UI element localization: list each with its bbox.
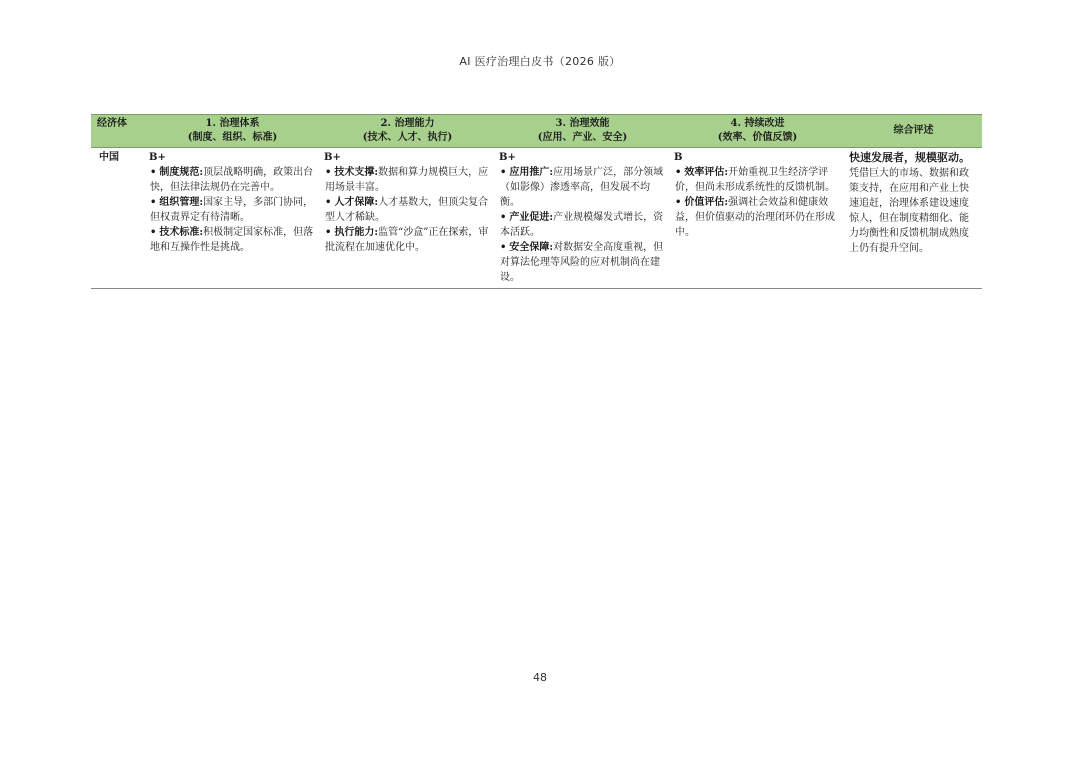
grade-badge: B+ xyxy=(149,152,166,163)
item-text: 强调社会效益和健康效益，但价值驱动的治理闭环仍在形成中。 xyxy=(675,197,835,238)
list-item xyxy=(674,195,841,240)
item-key: 应用推广: xyxy=(509,167,554,178)
bullet-icon: • xyxy=(150,167,157,178)
table-header-row xyxy=(91,115,982,148)
grade-badge: B xyxy=(674,152,683,163)
list-item xyxy=(324,195,491,225)
item-text: 数据和算力规模巨大，应用场景丰富。 xyxy=(325,167,489,193)
table-row xyxy=(91,148,982,289)
bullet-icon: • xyxy=(500,242,507,253)
list-item xyxy=(324,225,491,255)
item-key: 组织管理: xyxy=(159,197,204,208)
list-item xyxy=(674,165,841,195)
column-header-subtitle: (应用、产业、安全) xyxy=(537,132,628,143)
bullet-icon: • xyxy=(325,227,332,238)
economy-cell: 中国 xyxy=(91,148,145,289)
list-item xyxy=(499,210,666,240)
grade-badge: B+ xyxy=(324,152,341,163)
governance-system-cell xyxy=(145,148,320,289)
column-header-subtitle: (效率、价值反馈) xyxy=(717,132,798,143)
item-text: 积极制定国家标准，但落地和互操作性是挑战。 xyxy=(150,227,314,253)
item-key: 人才保障: xyxy=(334,197,379,208)
column-header-overall-review xyxy=(845,115,982,148)
item-text: 顶层战略明确，政策出台快，但法律法规仍在完善中。 xyxy=(150,167,314,193)
item-text: 开始重视卫生经济学评价，但尚未形成系统性的反馈机制。 xyxy=(675,167,835,193)
list-item xyxy=(149,195,316,225)
page-number: 48 xyxy=(533,671,547,684)
item-key: 技术支撑: xyxy=(334,167,379,178)
summary-lead: 快速发展者，规模驱动。 xyxy=(849,151,970,164)
governance-effectiveness-cell xyxy=(495,148,670,289)
summary-text: 凭借巨大的市场、数据和政策支持，在应用和产业上快速追赶，治理体系建设速度惊人，但在制度精细化、能力均衡性和反馈机制成熟度上仍有提升空间。 xyxy=(849,168,969,254)
column-header-title: 3. 治理效能 xyxy=(555,118,610,129)
item-text: 产业规模爆发式增长，资本活跃。 xyxy=(500,212,664,238)
item-text: 人才基数大，但顶尖复合型人才稀缺。 xyxy=(325,197,489,223)
governance-capability-cell xyxy=(320,148,495,289)
item-key: 产业促进: xyxy=(509,212,554,223)
list-item xyxy=(324,165,491,195)
column-header-title: 综合评述 xyxy=(893,125,934,136)
list-item xyxy=(149,165,316,195)
column-header-economy xyxy=(91,115,145,148)
overall-review-cell xyxy=(845,148,982,289)
governance-review-table xyxy=(91,114,982,289)
column-header-governance-capability xyxy=(320,115,495,148)
column-header-title: 经济体 xyxy=(97,118,127,129)
item-key: 执行能力: xyxy=(334,227,379,238)
item-key: 技术标准: xyxy=(159,227,204,238)
continuous-improvement-cell xyxy=(670,148,845,289)
list-item xyxy=(499,165,666,210)
column-header-title: 2. 治理能力 xyxy=(380,118,435,129)
item-key: 安全保障: xyxy=(509,242,554,253)
item-key: 效率评估: xyxy=(684,167,729,178)
item-text: 应用场景广泛，部分领域（如影像）渗透率高，但发展不均衡。 xyxy=(500,167,664,208)
bullet-icon: • xyxy=(500,167,507,178)
list-item xyxy=(149,225,316,255)
page-header: AI 医疗治理白皮书（2026 版） xyxy=(459,55,621,68)
bullet-icon: • xyxy=(150,227,157,238)
bullet-icon: • xyxy=(325,197,332,208)
item-text: 监管“沙盒”正在探索，审批流程在加速优化中。 xyxy=(325,227,489,253)
column-header-subtitle: (制度、组织、标准) xyxy=(187,132,278,143)
item-text: 对数据安全高度重视，但对算法伦理等风险的应对机制尚在建设。 xyxy=(500,242,664,283)
bullet-icon: • xyxy=(675,167,682,178)
item-text: 国家主导，多部门协同，但权责界定有待清晰。 xyxy=(150,197,314,223)
bullet-icon: • xyxy=(150,197,157,208)
list-item xyxy=(499,240,666,285)
column-header-title: 1. 治理体系 xyxy=(205,118,260,129)
column-header-governance-system xyxy=(145,115,320,148)
item-key: 制度规范: xyxy=(159,167,204,178)
column-header-title: 4. 持续改进 xyxy=(730,118,785,129)
bullet-icon: • xyxy=(675,197,682,208)
bullet-icon: • xyxy=(500,212,507,223)
column-header-governance-effectiveness xyxy=(495,115,670,148)
column-header-subtitle: (技术、人才、执行) xyxy=(362,132,453,143)
item-key: 价值评估: xyxy=(684,197,729,208)
grade-badge: B+ xyxy=(499,152,516,163)
column-header-continuous-improvement xyxy=(670,115,845,148)
bullet-icon: • xyxy=(325,167,332,178)
